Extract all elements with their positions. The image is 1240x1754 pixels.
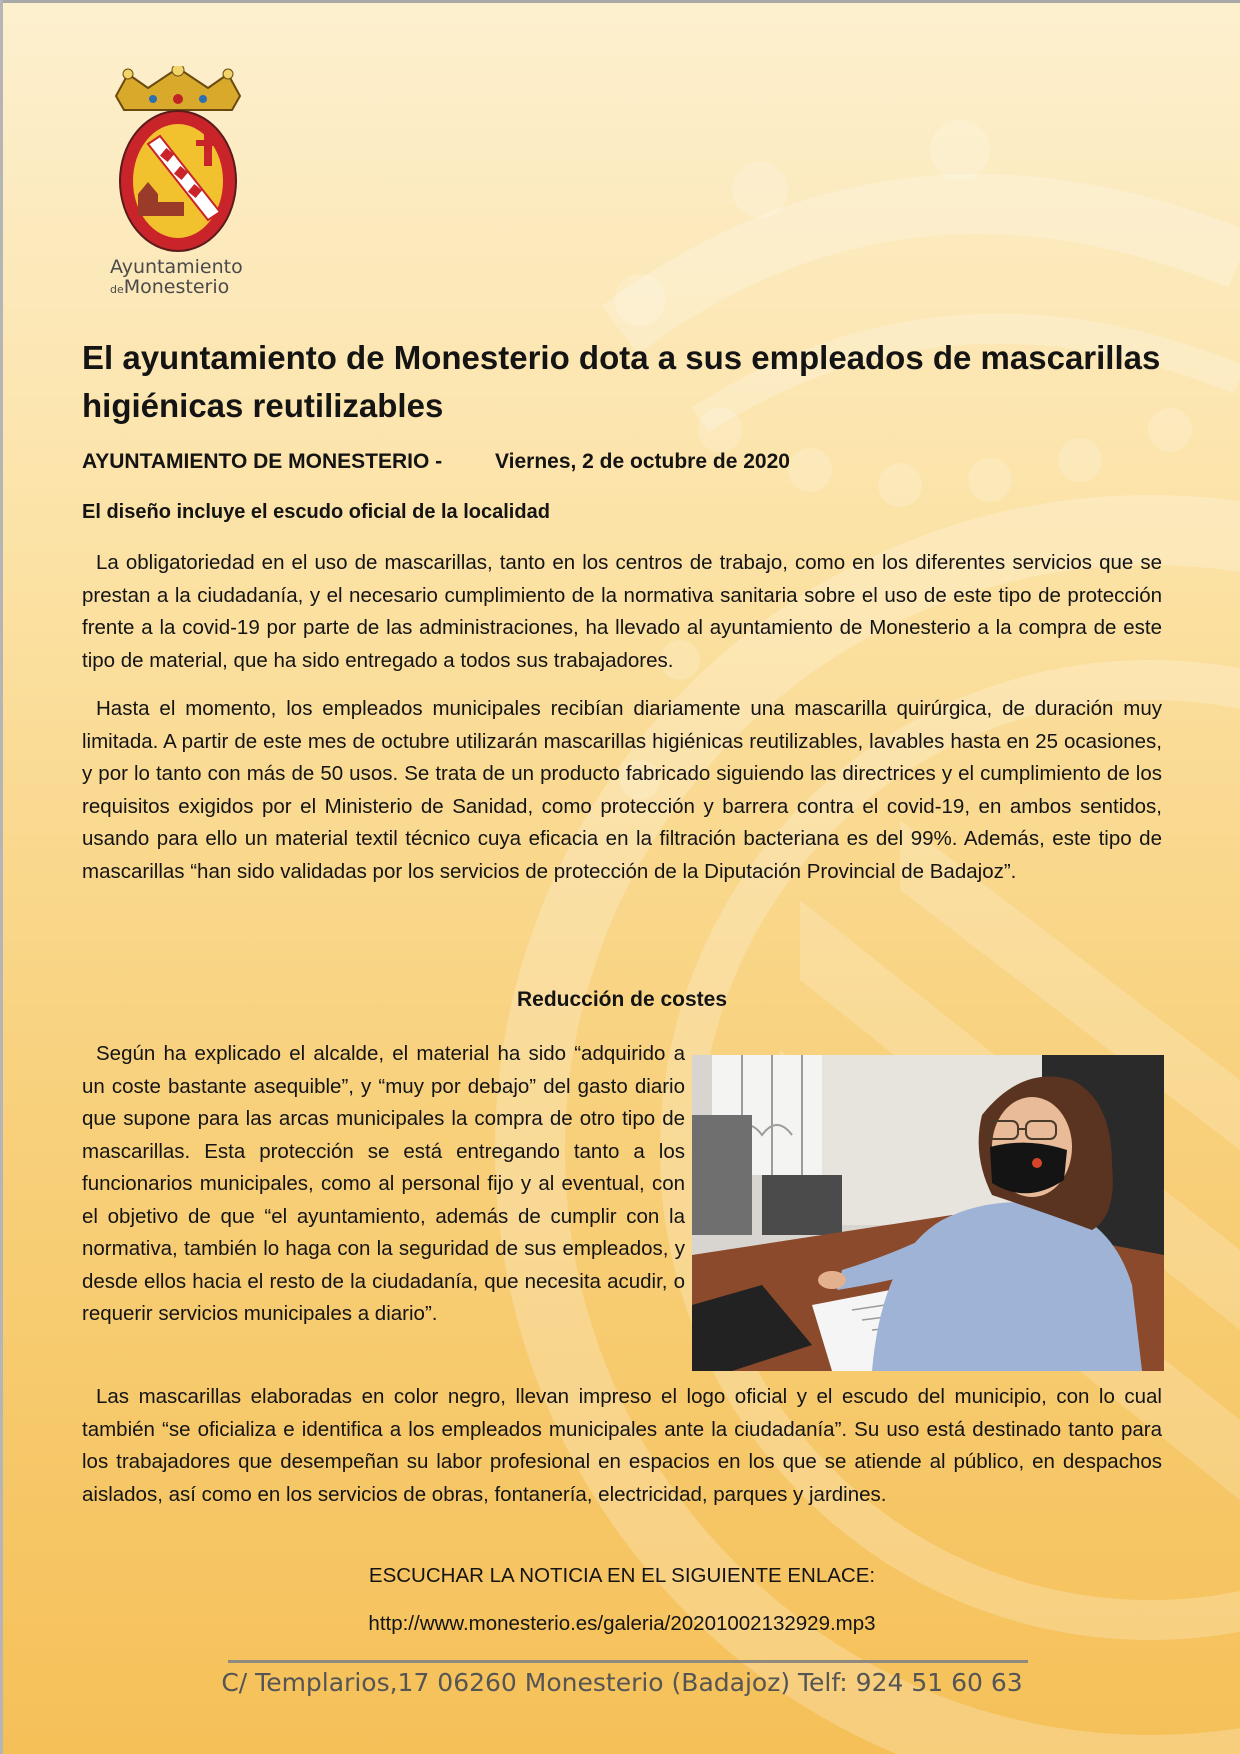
article-headline: El ayuntamiento de Monesterio dota a sus empleados de mascarillas higiénicas reutilizables bbox=[82, 339, 1161, 424]
article-paragraph: Las mascarillas elaboradas en color negro, llevan impreso el logo oficial y el escudo del municipio, con lo cual también “se oficializa e identifica a los empleados municipales ante la ciudadanía”. Su uso está destinado tanto para los trabajadores que desempeñan su labor profesional en espacios en los que se atiende al público, en despachos aislados, así como en los servicios de obras, fontanería, electricidad, parques y jardines. bbox=[82, 1385, 1162, 1506]
article-date: Viernes, 2 de octubre de 2020 bbox=[495, 450, 790, 473]
logo-text-town: Monesterio bbox=[123, 276, 230, 298]
section-title: Reducción de costes bbox=[516, 988, 728, 1011]
footer-divider bbox=[228, 1660, 1028, 1663]
audio-link-label: ESCUCHAR LA NOTICIA EN EL SIGUIENTE ENLACE: bbox=[368, 1564, 876, 1587]
article-paragraph: Según ha explicado el alcalde, el material ha sido “adquirido a un coste bastante asequible”, y “muy por debajo” del gasto diario que supone para las arcas municipales la compra de otro tipo de mascarillas. Esta protección se está entregando tanto a los funcionarios municipales, como al personal fijo y al eventual, con el objetivo de que “el ayuntamiento, además de cumplir con la normativa, también lo haga con la seguridad de sus empleados, y desde ellos hacia el resto de la ciudadanía, que necesita acudir, o requerir servicios municipales a diario”. bbox=[82, 1042, 685, 1325]
footer-address: C/ Templarios,17 06260 Monesterio (Badajoz) Telf: 924 51 60 63 bbox=[221, 1668, 1023, 1697]
article-paragraph: La obligatoriedad en el uso de mascarillas, tanto en los centros de trabajo, como en los diferentes servicios que se prestan a la ciudadanía, y el necesario cumplimiento de la normativa sanitaria sobre el uso de este tipo de protección frente a la covid-19 por parte de las administraciones, ha llevado al ayuntamiento de Monesterio a la compra de este tipo de material, que ha sido entregado a todos sus trabajadores. bbox=[82, 551, 1162, 672]
article-byline: AYUNTAMIENTO DE MONESTERIO - bbox=[82, 450, 443, 473]
audio-link-url[interactable]: http://www.monesterio.es/galeria/20201002132929.mp3 bbox=[368, 1612, 876, 1635]
municipal-coat-of-arms-logo bbox=[108, 66, 248, 256]
article-paragraph: Hasta el momento, los empleados municipales recibían diariamente una mascarilla quirúrgica, de duración muy limitada. A partir de este mes de octubre utilizarán mascarillas higiénicas reutilizables, lavables hasta en 25 ocasiones, y por lo tanto con más de 50 usos. Se trata de un producto fabricado siguiendo las directrices y el cumplimiento de los requisitos exigidos por el Ministerio de Sanidad, como protección y barrera contra el covid-19, en ambos sentidos, usando para ello un material textil técnico cuya eficacia en la filtración bacteriana es del 99%. Además, este tipo de mascarillas “han sido validadas por los servicios de protección de la Diputación Provincial de Badajoz”. bbox=[82, 697, 1162, 883]
employee-photo bbox=[692, 1055, 1164, 1371]
logo-text-ayuntamiento: Ayuntamiento bbox=[110, 256, 243, 278]
article-subheading: El diseño incluye el escudo oficial de la localidad bbox=[82, 501, 550, 523]
logo-text-de: de bbox=[110, 283, 124, 296]
logo-text-monesterio bbox=[110, 276, 229, 298]
